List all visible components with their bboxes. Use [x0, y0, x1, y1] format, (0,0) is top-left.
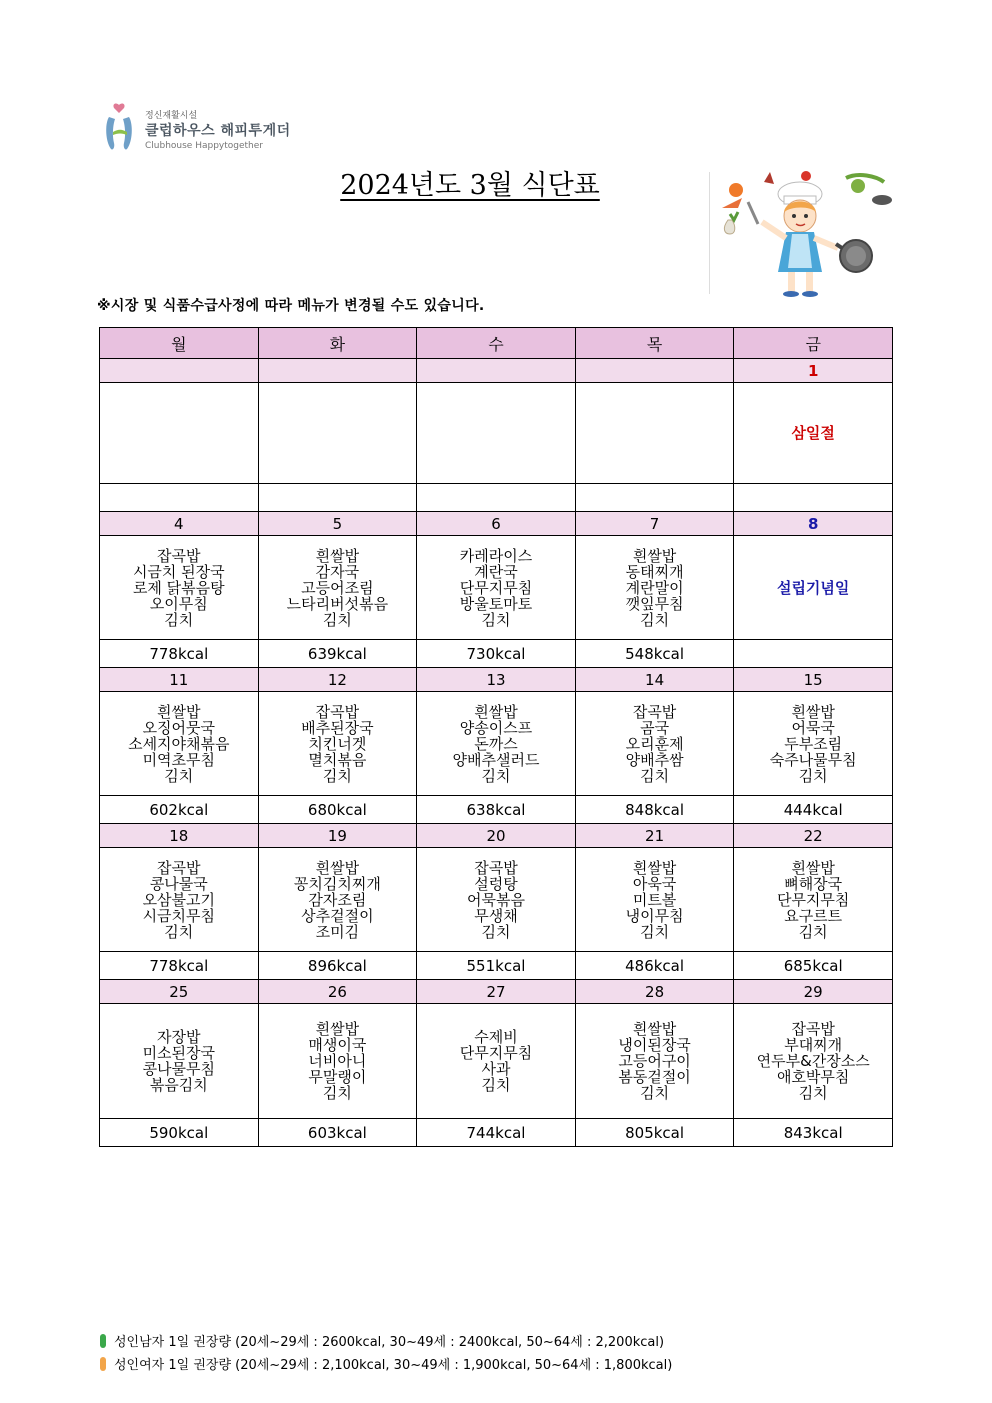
menu-cell: [734, 536, 893, 640]
logo-subtitle: 정신재활시설: [145, 111, 198, 121]
menu-cell: [417, 1004, 576, 1119]
menu-item: 콩나물국: [149, 874, 208, 893]
date-cell: 13: [417, 668, 576, 692]
menu-item: 멸치볶음: [308, 750, 367, 769]
menu-item: 미역초무침: [142, 750, 216, 769]
kcal-cell: 896kcal: [258, 952, 417, 980]
date-cell: 1: [734, 359, 893, 383]
menu-item: 고등어구이: [618, 1052, 691, 1070]
kcal-row: [100, 1119, 893, 1147]
menu-cell: [258, 848, 417, 952]
menu-item: 김치: [322, 766, 352, 785]
menu-row: [100, 536, 893, 640]
kcal-row: [100, 952, 893, 980]
date-cell: 4: [100, 512, 259, 536]
menu-cell: [100, 536, 259, 640]
date-row: [100, 359, 893, 383]
menu-item: 오삼불고기: [142, 890, 216, 909]
menu-item: 봄동겉절이: [618, 1068, 691, 1086]
menu-item: 흰쌀밥: [315, 858, 360, 877]
menu-item: 잡곡밥: [315, 702, 360, 721]
logo-english-name: Clubhouse Happytogether: [145, 141, 263, 151]
menu-cell: [100, 848, 259, 952]
menu-cell: [417, 383, 576, 484]
menu-item: 김치: [640, 1084, 670, 1102]
menu-item: 감자조림: [308, 890, 367, 909]
menu-item: 김치: [798, 922, 828, 941]
menu-item: 조미김: [315, 922, 360, 941]
menu-item: 설렁탕: [474, 874, 518, 893]
menu-item: 어묵볶음: [467, 890, 525, 909]
menu-item: 양배추쌈: [625, 750, 684, 769]
kcal-cell: 848kcal: [575, 796, 734, 824]
date-cell: 28: [575, 980, 734, 1004]
weekday-tue: 화: [258, 328, 417, 359]
menu-row: [100, 1004, 893, 1119]
menu-cell: [734, 383, 893, 484]
menu-item: 양배추샐러드: [452, 750, 540, 769]
kcal-cell: 843kcal: [734, 1119, 893, 1147]
kcal-cell: 778kcal: [100, 640, 259, 668]
menu-item: 요구르트: [784, 906, 843, 925]
menu-item: 오이무침: [149, 594, 208, 613]
menu-item: 잡곡밥: [474, 858, 518, 877]
footnote-male: [100, 1331, 664, 1350]
menu-cell: [258, 1004, 417, 1119]
menu-item: 로제 닭볶음탕: [132, 578, 225, 597]
menu-item: 냉이무침: [625, 906, 684, 925]
menu-item: 흰쌀밥: [315, 1020, 360, 1038]
date-cell: 15: [734, 668, 893, 692]
menu-item: 미트볼: [632, 890, 677, 909]
menu-item: 잡곡밥: [791, 1020, 835, 1038]
menu-item: 흰쌀밥: [791, 858, 835, 877]
page-title: 2024년도 3월 식단표: [340, 170, 600, 201]
menu-item: 소세지야채볶음: [128, 734, 230, 753]
menu-item: 흰쌀밥: [157, 702, 201, 721]
menu-item: 김치: [322, 1084, 352, 1102]
menu-item: 김치: [481, 1076, 511, 1094]
kcal-cell: [734, 640, 893, 668]
kcal-cell: 444kcal: [734, 796, 893, 824]
footnote-female-text: 성인여자 1일 권장량 (20세~29세 : 2,100kcal, 30~49세 : 1,900kcal, 50~64세 : 1,800kcal): [114, 1358, 673, 1373]
date-cell: [575, 359, 734, 383]
menu-cell: [575, 692, 734, 796]
menu-item: 삼일절: [791, 424, 835, 442]
menu-item: 계란국: [474, 562, 518, 581]
kcal-row: [100, 484, 893, 512]
weekday-header-row: [100, 328, 893, 359]
menu-cell: [100, 692, 259, 796]
kcal-cell: 486kcal: [575, 952, 734, 980]
date-cell: 29: [734, 980, 893, 1004]
menu-cell: [734, 1004, 893, 1119]
menu-item: 고등어조림: [301, 578, 374, 597]
menu-item: 오리훈제: [625, 734, 684, 753]
date-cell: 26: [258, 980, 417, 1004]
menu-item: 콩나물무침: [142, 1060, 216, 1078]
menu-item: 꽁치김치찌개: [293, 874, 381, 893]
menu-item: 시금치무침: [142, 906, 216, 925]
date-row: [100, 668, 893, 692]
menu-item: 단무지무침: [459, 578, 533, 597]
menu-item: 볶음김치: [149, 1076, 208, 1094]
date-cell: 8: [734, 512, 893, 536]
menu-item: 김치: [640, 610, 670, 629]
date-cell: 14: [575, 668, 734, 692]
date-row: [100, 824, 893, 848]
menu-item: 김치: [481, 610, 511, 629]
menu-item: 사과: [481, 1060, 511, 1078]
weekday-fri: 금: [734, 328, 893, 359]
menu-item: 미소된장국: [142, 1044, 216, 1062]
menu-cell: [575, 383, 734, 484]
menu-cell: [258, 536, 417, 640]
date-cell: 20: [417, 824, 576, 848]
menu-item: 김치: [481, 922, 511, 941]
menu-item: 자장밥: [157, 1028, 201, 1046]
menu-item: 카레라이스: [459, 546, 533, 565]
menu-item: 배추된장국: [301, 718, 374, 737]
footnote-female: [100, 1354, 672, 1373]
menu-item: 김치: [164, 922, 194, 941]
meal-plan-table: [99, 327, 893, 1147]
menu-item: 잡곡밥: [157, 858, 201, 877]
menu-item: 동태찌개: [625, 562, 684, 581]
date-row: [100, 512, 893, 536]
menu-item: 오징어뭇국: [142, 718, 216, 737]
menu-item: 돈까스: [474, 734, 518, 753]
kcal-cell: [417, 484, 576, 512]
menu-cell: [417, 692, 576, 796]
menu-item: 깻잎무침: [625, 594, 684, 613]
kcal-cell: 602kcal: [100, 796, 259, 824]
menu-item: 뼈해장국: [784, 874, 843, 893]
kcal-cell: 778kcal: [100, 952, 259, 980]
menu-item: 계란말이: [625, 578, 684, 597]
menu-cell: [258, 692, 417, 796]
kcal-cell: 805kcal: [575, 1119, 734, 1147]
menu-item: 김치: [164, 610, 194, 629]
kcal-cell: [100, 484, 259, 512]
menu-item: 감자국: [315, 562, 360, 581]
menu-item: 흰쌀밥: [791, 702, 835, 721]
menu-cell: [575, 536, 734, 640]
menu-item: 연두부&간장소스: [756, 1052, 870, 1070]
menu-item: 단무지무침: [776, 890, 850, 909]
menu-item: 냉이된장국: [618, 1036, 691, 1054]
menu-item: 흰쌀밥: [632, 1020, 677, 1038]
kcal-cell: 548kcal: [575, 640, 734, 668]
menu-item: 잡곡밥: [632, 702, 677, 721]
kcal-row: [100, 796, 893, 824]
menu-item: 양송이스프: [459, 718, 533, 737]
menu-item: 느타리버섯볶음: [286, 594, 389, 613]
weekday-wed: 수: [417, 328, 576, 359]
menu-item: 어묵국: [791, 718, 835, 737]
menu-item: 단무지무침: [459, 1044, 533, 1062]
menu-item: 김치: [640, 922, 670, 941]
menu-cell: [734, 692, 893, 796]
kcal-cell: [734, 484, 893, 512]
date-row: [100, 980, 893, 1004]
kcal-cell: [258, 484, 417, 512]
kcal-cell: 639kcal: [258, 640, 417, 668]
menu-row: [100, 848, 893, 952]
menu-item: 무생채: [474, 906, 518, 925]
menu-item: 치킨너겟: [308, 734, 367, 753]
menu-item: 수제비: [474, 1028, 518, 1046]
date-cell: 5: [258, 512, 417, 536]
menu-cell: [417, 848, 576, 952]
menu-item: 잡곡밥: [157, 546, 201, 565]
menu-item: 방울토마토: [459, 594, 533, 613]
date-cell: 25: [100, 980, 259, 1004]
menu-cell: [417, 536, 576, 640]
menu-cell: [734, 848, 893, 952]
orange-leaf-icon: [100, 1357, 106, 1371]
date-cell: 18: [100, 824, 259, 848]
menu-item: 곰국: [640, 718, 670, 737]
menu-item: 두부조림: [784, 734, 843, 753]
date-cell: 12: [258, 668, 417, 692]
menu-item: 흰쌀밥: [632, 546, 677, 565]
menu-cell: [100, 383, 259, 484]
menu-item: 흰쌀밥: [632, 858, 677, 877]
clubhouse-logo: [103, 103, 303, 155]
menu-item: 김치: [164, 766, 194, 785]
kcal-cell: 638kcal: [417, 796, 576, 824]
menu-cell: [575, 848, 734, 952]
logo-h-icon: [103, 103, 137, 153]
menu-item: 숙주나물무침: [769, 750, 857, 769]
kcal-cell: 730kcal: [417, 640, 576, 668]
menu-item: 김치: [640, 766, 670, 785]
menu-row: [100, 383, 893, 484]
menu-item: 매생이국: [308, 1036, 367, 1054]
menu-item: 김치: [481, 766, 511, 785]
menu-item: 시금치 된장국: [132, 562, 225, 581]
kcal-cell: 590kcal: [100, 1119, 259, 1147]
menu-item: 김치: [322, 610, 352, 629]
date-cell: 21: [575, 824, 734, 848]
menu-change-notice: ※시장 및 식품수급사정에 따라 메뉴가 변경될 수도 있습니다.: [97, 298, 485, 314]
date-cell: 22: [734, 824, 893, 848]
menu-cell: [258, 383, 417, 484]
kcal-cell: 551kcal: [417, 952, 576, 980]
menu-item: 김치: [798, 1084, 828, 1102]
date-cell: 6: [417, 512, 576, 536]
date-cell: 27: [417, 980, 576, 1004]
menu-item: 아욱국: [632, 874, 677, 893]
footnote-male-text: 성인남자 1일 권장량 (20세~29세 : 2600kcal, 30~49세 : 2400kcal, 50~64세 : 2,200kcal): [114, 1335, 665, 1350]
menu-row: [100, 692, 893, 796]
menu-item: 무말랭이: [308, 1068, 367, 1086]
menu-item: 설립기념일: [776, 578, 850, 597]
menu-item: 흰쌀밥: [474, 702, 518, 721]
kcal-cell: [575, 484, 734, 512]
weekday-thu: 목: [575, 328, 734, 359]
kcal-row: [100, 640, 893, 668]
date-cell: [417, 359, 576, 383]
menu-item: 김치: [798, 766, 828, 785]
menu-item: 너비아니: [308, 1052, 367, 1070]
kcal-cell: 744kcal: [417, 1119, 576, 1147]
menu-item: 상추겉절이: [301, 906, 374, 925]
kcal-cell: 680kcal: [258, 796, 417, 824]
green-leaf-icon: [100, 1334, 106, 1348]
date-cell: [258, 359, 417, 383]
weekday-mon: 월: [100, 328, 259, 359]
meal-plan-body: [100, 359, 893, 1147]
logo-name: 클럽하우스 해피투게더: [145, 123, 291, 139]
date-cell: 7: [575, 512, 734, 536]
date-cell: [100, 359, 259, 383]
kcal-cell: 685kcal: [734, 952, 893, 980]
menu-cell: [100, 1004, 259, 1119]
date-cell: 11: [100, 668, 259, 692]
menu-item: 흰쌀밥: [315, 546, 360, 565]
date-cell: 19: [258, 824, 417, 848]
menu-cell: [575, 1004, 734, 1119]
kcal-cell: 603kcal: [258, 1119, 417, 1147]
menu-item: 애호박무침: [776, 1068, 850, 1086]
menu-item: 부대찌개: [784, 1036, 843, 1054]
chef-girl-illustration: [708, 168, 898, 298]
